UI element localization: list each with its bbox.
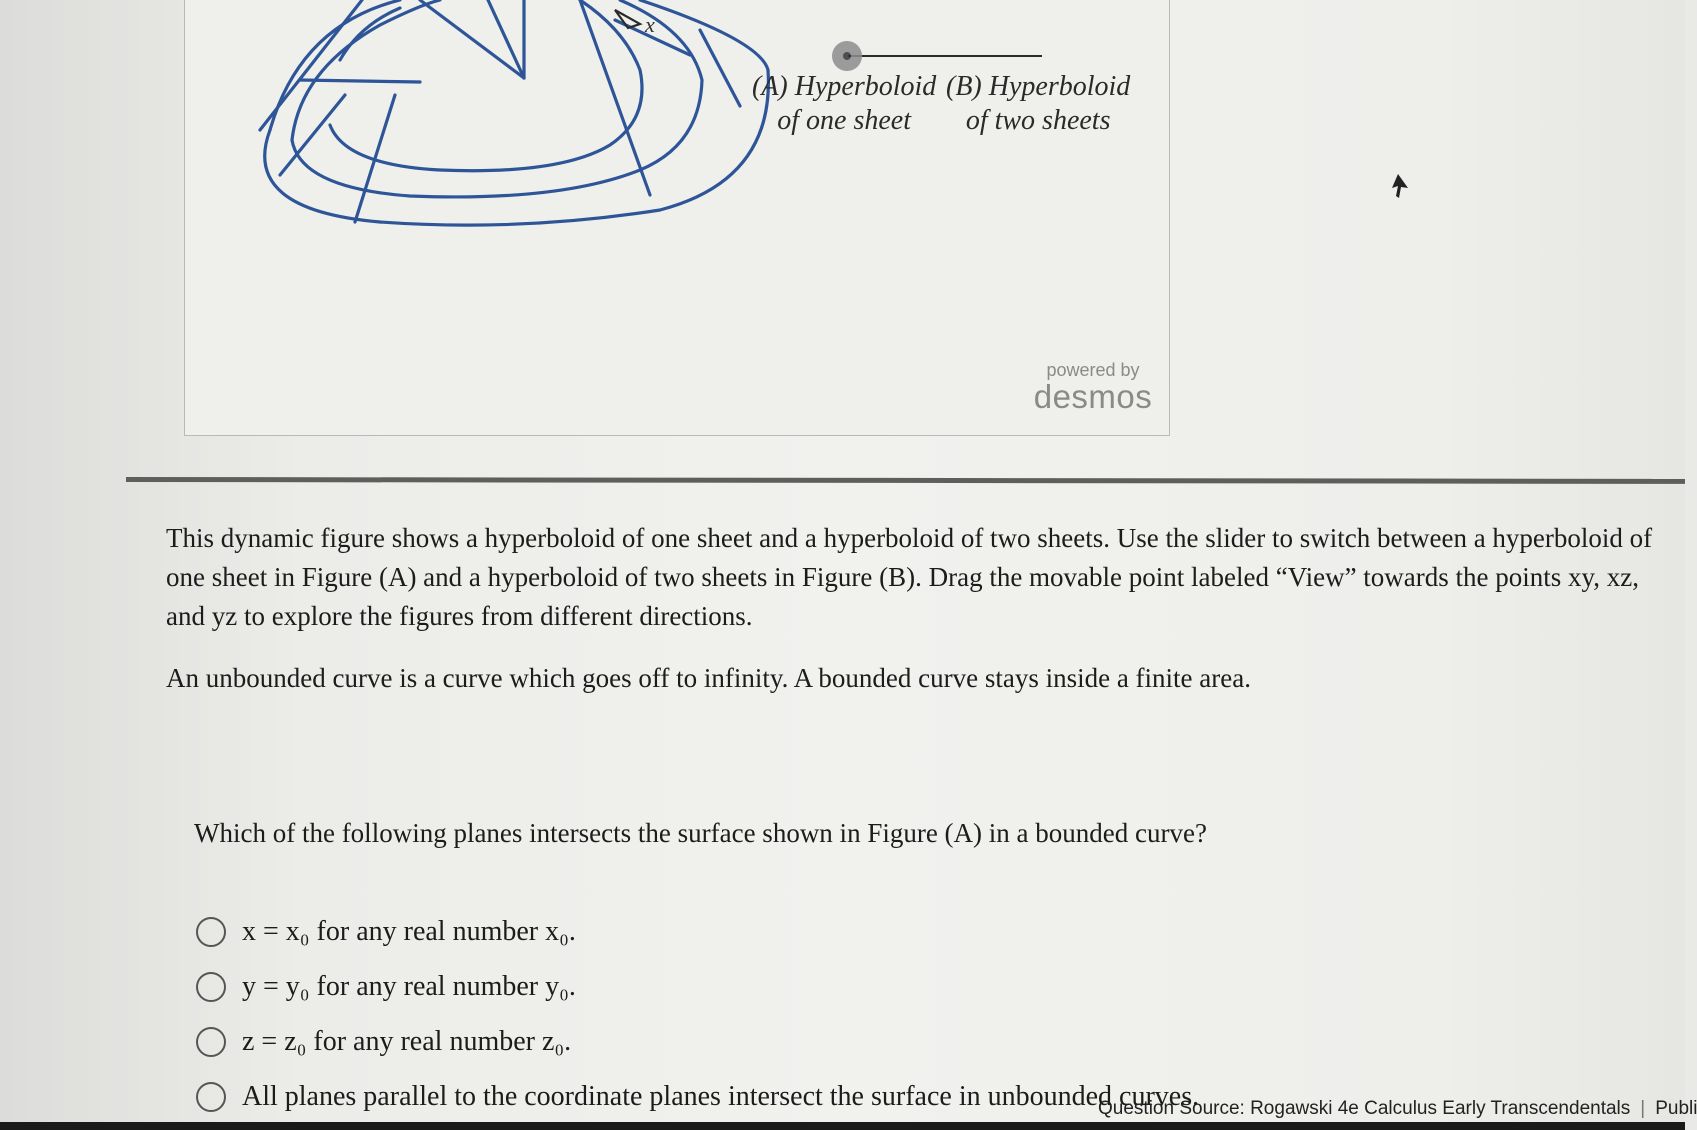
- definition-paragraph: An unbounded curve is a curve which goes off to infinity. A bounded curve stays inside a finite area.: [166, 663, 1251, 693]
- question-source-text: Question Source: Rogawski 4e Calculus Early Transcendentals: [1098, 1098, 1631, 1119]
- question-source-footer: [1098, 1098, 1697, 1120]
- meridian-8: [700, 30, 740, 106]
- powered-by-text: powered by: [1046, 360, 1140, 380]
- answer-option-label: y = y₀ for any real number y₀.: [242, 971, 576, 1002]
- answer-option-2[interactable]: [196, 967, 576, 1007]
- meridian-3: [420, 0, 524, 78]
- answer-option-label: x = x₀ for any real number x₀.: [242, 916, 576, 947]
- publisher-link[interactable]: Publi: [1655, 1098, 1697, 1119]
- answer-option-label: All planes parallel to the coordinate planes intersect the surface in unbounded curves.: [242, 1081, 1200, 1112]
- answer-option-4[interactable]: [196, 1077, 1199, 1117]
- figure-slider-track[interactable]: [848, 55, 1042, 57]
- figure-b-label-line1: (B) Hyperboloid: [946, 71, 1131, 102]
- figure-b-label: [946, 70, 1130, 138]
- radio-icon[interactable]: [196, 1082, 226, 1112]
- meridian-5: [260, 0, 362, 130]
- figure-slider-handle[interactable]: [832, 41, 862, 71]
- desmos-brand: desmos: [1033, 378, 1153, 415]
- answer-option-label: z = z₀ for any real number z₀.: [242, 1026, 572, 1057]
- figure-a-label: [752, 70, 936, 138]
- meridian-6: [355, 95, 395, 222]
- figure-b-label-line2: of two sheets: [965, 105, 1111, 136]
- radio-icon[interactable]: [196, 1027, 226, 1057]
- surface-rim-curve: [265, 70, 769, 225]
- surface-ring-3: [292, 0, 440, 140]
- figure-a-label-line1: (A) Hyperboloid: [752, 71, 937, 102]
- powered-by-desmos-logo[interactable]: [1028, 360, 1158, 414]
- meridian-7: [300, 80, 420, 82]
- answer-option-1[interactable]: [196, 912, 576, 952]
- footer-separator: |: [1640, 1098, 1646, 1119]
- cursor-arrow-icon: [1390, 174, 1410, 200]
- answer-option-3[interactable]: [196, 1022, 571, 1062]
- x-axis-label: x: [645, 12, 655, 37]
- radio-icon[interactable]: [196, 917, 226, 947]
- question-text: Which of the following planes intersects the surface shown in Figure (A) in a bounded curve?: [194, 818, 1207, 848]
- section-divider: [126, 477, 1685, 484]
- radio-icon[interactable]: [196, 972, 226, 1002]
- description-paragraph: This dynamic figure shows a hyperboloid of one sheet and a hyperboloid of two sheets. Use the slider to switch between a hyperboloid of one sheet in Figure (A) and a hyperboloid of two sheets in Figure (B). Drag the movable point labeled “View” towards the points xy, xz, and yz to explore the figures from different directions.: [166, 523, 1653, 631]
- figure-a-label-line2: of one sheet: [777, 105, 912, 136]
- bottom-edge-bar: [0, 1122, 1685, 1130]
